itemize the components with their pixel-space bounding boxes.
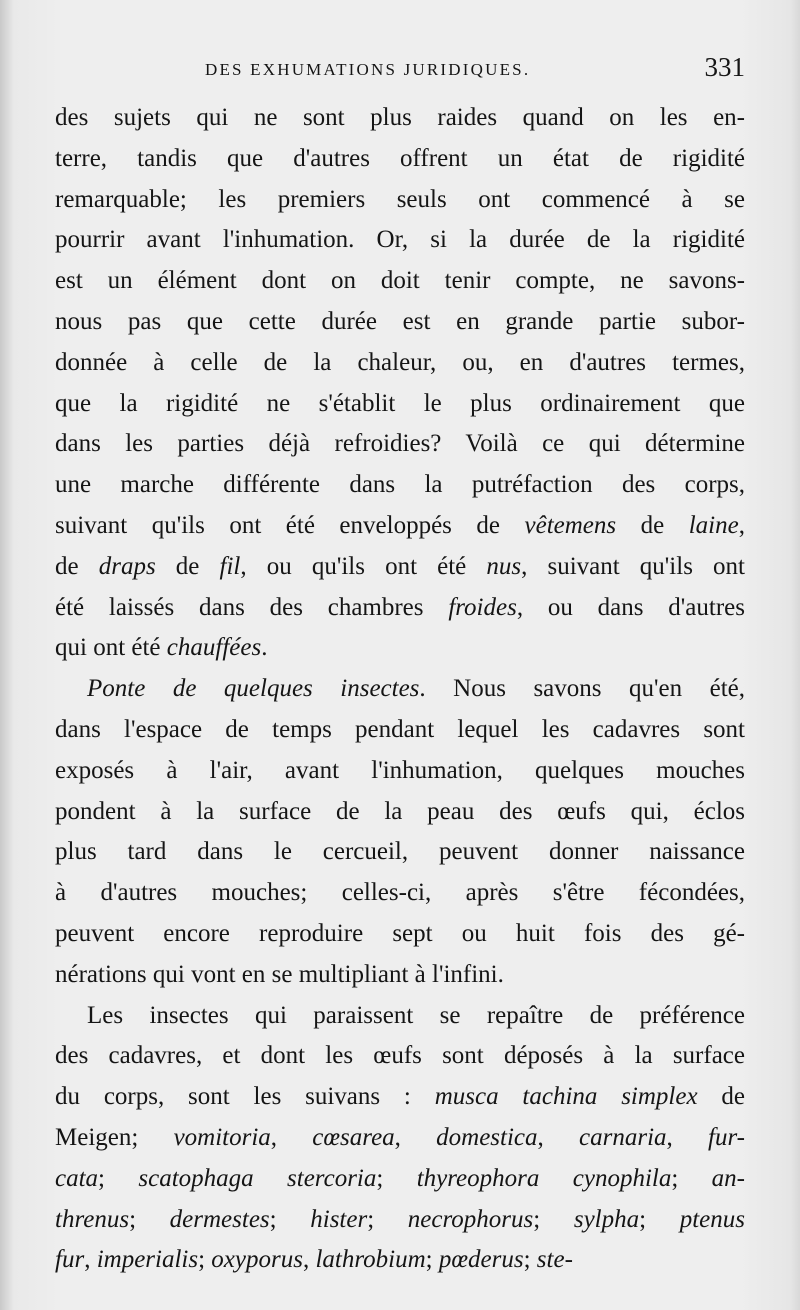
text-segment: suivant qu'ils ont été enveloppés de — [55, 511, 525, 539]
italic-segment: laine — [688, 511, 739, 539]
text-segment: des sujets qui ne sont plus raides quand on les en- — [55, 104, 745, 131]
italic-segment: necrophorus — [407, 1205, 534, 1233]
italic-segment: ptenus — [679, 1205, 745, 1233]
text-line — [55, 220, 745, 261]
text-segment: nérations qui vont en se multipliant à l'infini. — [55, 960, 504, 988]
text-line — [55, 1200, 745, 1241]
text-line — [55, 506, 745, 547]
text-segment: . — [261, 634, 268, 662]
text-line — [55, 751, 745, 792]
text-segment: une marche différente dans la putréfaction des corps, — [55, 471, 745, 499]
italic-segment: vomitoria — [173, 1123, 271, 1151]
text-segment: Meigen; — [55, 1123, 174, 1151]
text-segment: à d'autres mouches; celles-ci, après s'être fécondées, — [55, 879, 745, 907]
text-segment: ; — [98, 1164, 139, 1192]
text-segment: des cadavres, et dont les œufs sont déposés à la surface — [55, 1042, 745, 1070]
text-line — [55, 1240, 745, 1281]
text-segment: ; — [425, 1246, 439, 1274]
text-line — [55, 710, 745, 751]
text-segment: , — [394, 1123, 437, 1151]
text-segment: ; — [198, 1246, 212, 1274]
text-segment: été laissés dans des chambres — [55, 593, 449, 621]
text-line — [55, 98, 745, 139]
text-segment: Les insectes qui paraissent se repaître de préférence — [87, 1001, 745, 1029]
text-segment: , — [270, 1123, 313, 1151]
text-line — [55, 1159, 745, 1200]
text-segment: , ou qu'ils ont été — [240, 552, 487, 580]
italic-segment: musca tachina simplex — [434, 1083, 698, 1111]
text-segment: , — [84, 1246, 97, 1274]
text-segment: ; — [523, 1246, 537, 1274]
italic-segment: oxyporus — [211, 1246, 303, 1274]
italic-segment: domestica — [436, 1123, 538, 1151]
text-line — [55, 588, 745, 629]
text-segment: ; — [533, 1205, 574, 1233]
text-line — [55, 1118, 745, 1159]
text-line — [55, 424, 745, 465]
text-segment: , — [537, 1123, 580, 1151]
italic-segment: fur- — [708, 1123, 745, 1151]
italic-segment: cata — [55, 1164, 99, 1192]
body-text — [55, 98, 745, 1281]
text-segment: exposés à l'air, avant l'inhumation, quelques mouches — [55, 756, 745, 784]
text-segment: ; — [269, 1205, 311, 1233]
text-line — [55, 180, 745, 221]
text-line — [55, 873, 745, 914]
page-header — [205, 52, 745, 86]
italic-segment: an- — [711, 1164, 745, 1192]
text-segment: de — [55, 552, 99, 580]
text-line — [55, 628, 745, 669]
text-segment: qui ont été — [55, 634, 167, 662]
text-segment: donnée à celle de la chaleur, ou, en d'autres termes, — [55, 348, 745, 376]
running-title: DES EXHUMATIONS JURIDIQUES. — [205, 60, 531, 79]
italic-segment: pœderus — [438, 1246, 524, 1274]
text-segment: plus tard dans le cercueil, peuvent donner naissance — [55, 838, 745, 866]
text-segment: du corps, sont les suivans : — [55, 1083, 435, 1111]
text-segment: ; — [639, 1205, 680, 1233]
text-line — [55, 465, 745, 506]
text-line — [55, 832, 745, 873]
text-segment: , suivant qu'ils ont — [521, 552, 745, 580]
text-line — [55, 1077, 745, 1118]
text-line — [55, 914, 745, 955]
italic-segment: chauffées — [166, 634, 262, 662]
text-line — [55, 955, 745, 996]
text-segment: de — [155, 552, 220, 580]
text-segment: dans l'espace de temps pendant lequel les cadavres sont — [55, 715, 745, 743]
text-segment: ; — [376, 1164, 417, 1192]
text-segment: terre, tandis que d'autres offrent un état de rigidité — [55, 144, 745, 172]
italic-segment: threnus — [55, 1205, 130, 1233]
text-line — [55, 547, 745, 588]
italic-segment: imperialis — [96, 1246, 199, 1274]
italic-segment: thyreophora cynophila — [416, 1164, 672, 1192]
text-line — [55, 792, 745, 833]
text-segment: . Nous savons qu'en été, — [419, 675, 745, 703]
italic-segment: froides — [448, 593, 517, 621]
text-segment: de — [697, 1083, 745, 1111]
text-segment: peuvent encore reproduire sept ou huit fois des gé- — [55, 919, 745, 947]
italic-segment: fur — [55, 1246, 85, 1274]
text-segment: pondent à la surface de la peau des œufs qui, éclos — [55, 797, 745, 825]
italic-segment: cœsarea — [312, 1123, 395, 1151]
italic-segment: ste- — [536, 1246, 573, 1274]
text-segment: , ou dans d'autres — [516, 593, 745, 621]
text-segment: de — [616, 511, 689, 539]
text-line — [55, 343, 745, 384]
italic-segment: fil — [219, 552, 241, 580]
italic-segment: hister — [310, 1205, 368, 1233]
text-line — [55, 1036, 745, 1077]
text-line — [55, 669, 745, 710]
text-segment: , — [666, 1123, 708, 1151]
italic-segment: carnaria — [579, 1123, 667, 1151]
italic-segment: vêtemens — [524, 511, 617, 539]
italic-segment: nus — [486, 552, 522, 580]
page-number: 331 — [704, 52, 745, 82]
text-segment: ; — [671, 1164, 712, 1192]
text-segment: ; — [129, 1205, 170, 1233]
text-segment: , — [302, 1246, 316, 1274]
text-line — [55, 261, 745, 302]
text-segment: pourrir avant l'inhumation. Or, si la durée de la rigidité — [55, 226, 745, 254]
text-segment: dans les parties déjà refroidies? Voilà ce qui détermine — [55, 430, 745, 458]
text-line — [55, 996, 745, 1037]
text-line — [55, 384, 745, 425]
italic-segment: sylpha — [573, 1205, 640, 1233]
text-segment: ; — [367, 1205, 408, 1233]
italic-segment: draps — [98, 552, 156, 580]
text-segment: est un élément dont on doit tenir compte, ne savons- — [55, 267, 745, 295]
italic-segment: lathrobium — [315, 1246, 426, 1274]
text-line — [55, 302, 745, 343]
italic-segment: Ponte de quelques insectes — [87, 675, 420, 703]
italic-segment: dermestes — [169, 1205, 270, 1233]
text-segment: , — [738, 511, 745, 539]
text-line — [55, 139, 745, 180]
italic-segment: scatophaga stercoria — [138, 1164, 377, 1192]
text-segment: que la rigidité ne s'établit le plus ordinairement que — [55, 389, 745, 417]
text-segment: nous pas que cette durée est en grande partie subor- — [55, 307, 745, 335]
text-segment: remarquable; les premiers seuls ont commencé à se — [55, 185, 745, 213]
